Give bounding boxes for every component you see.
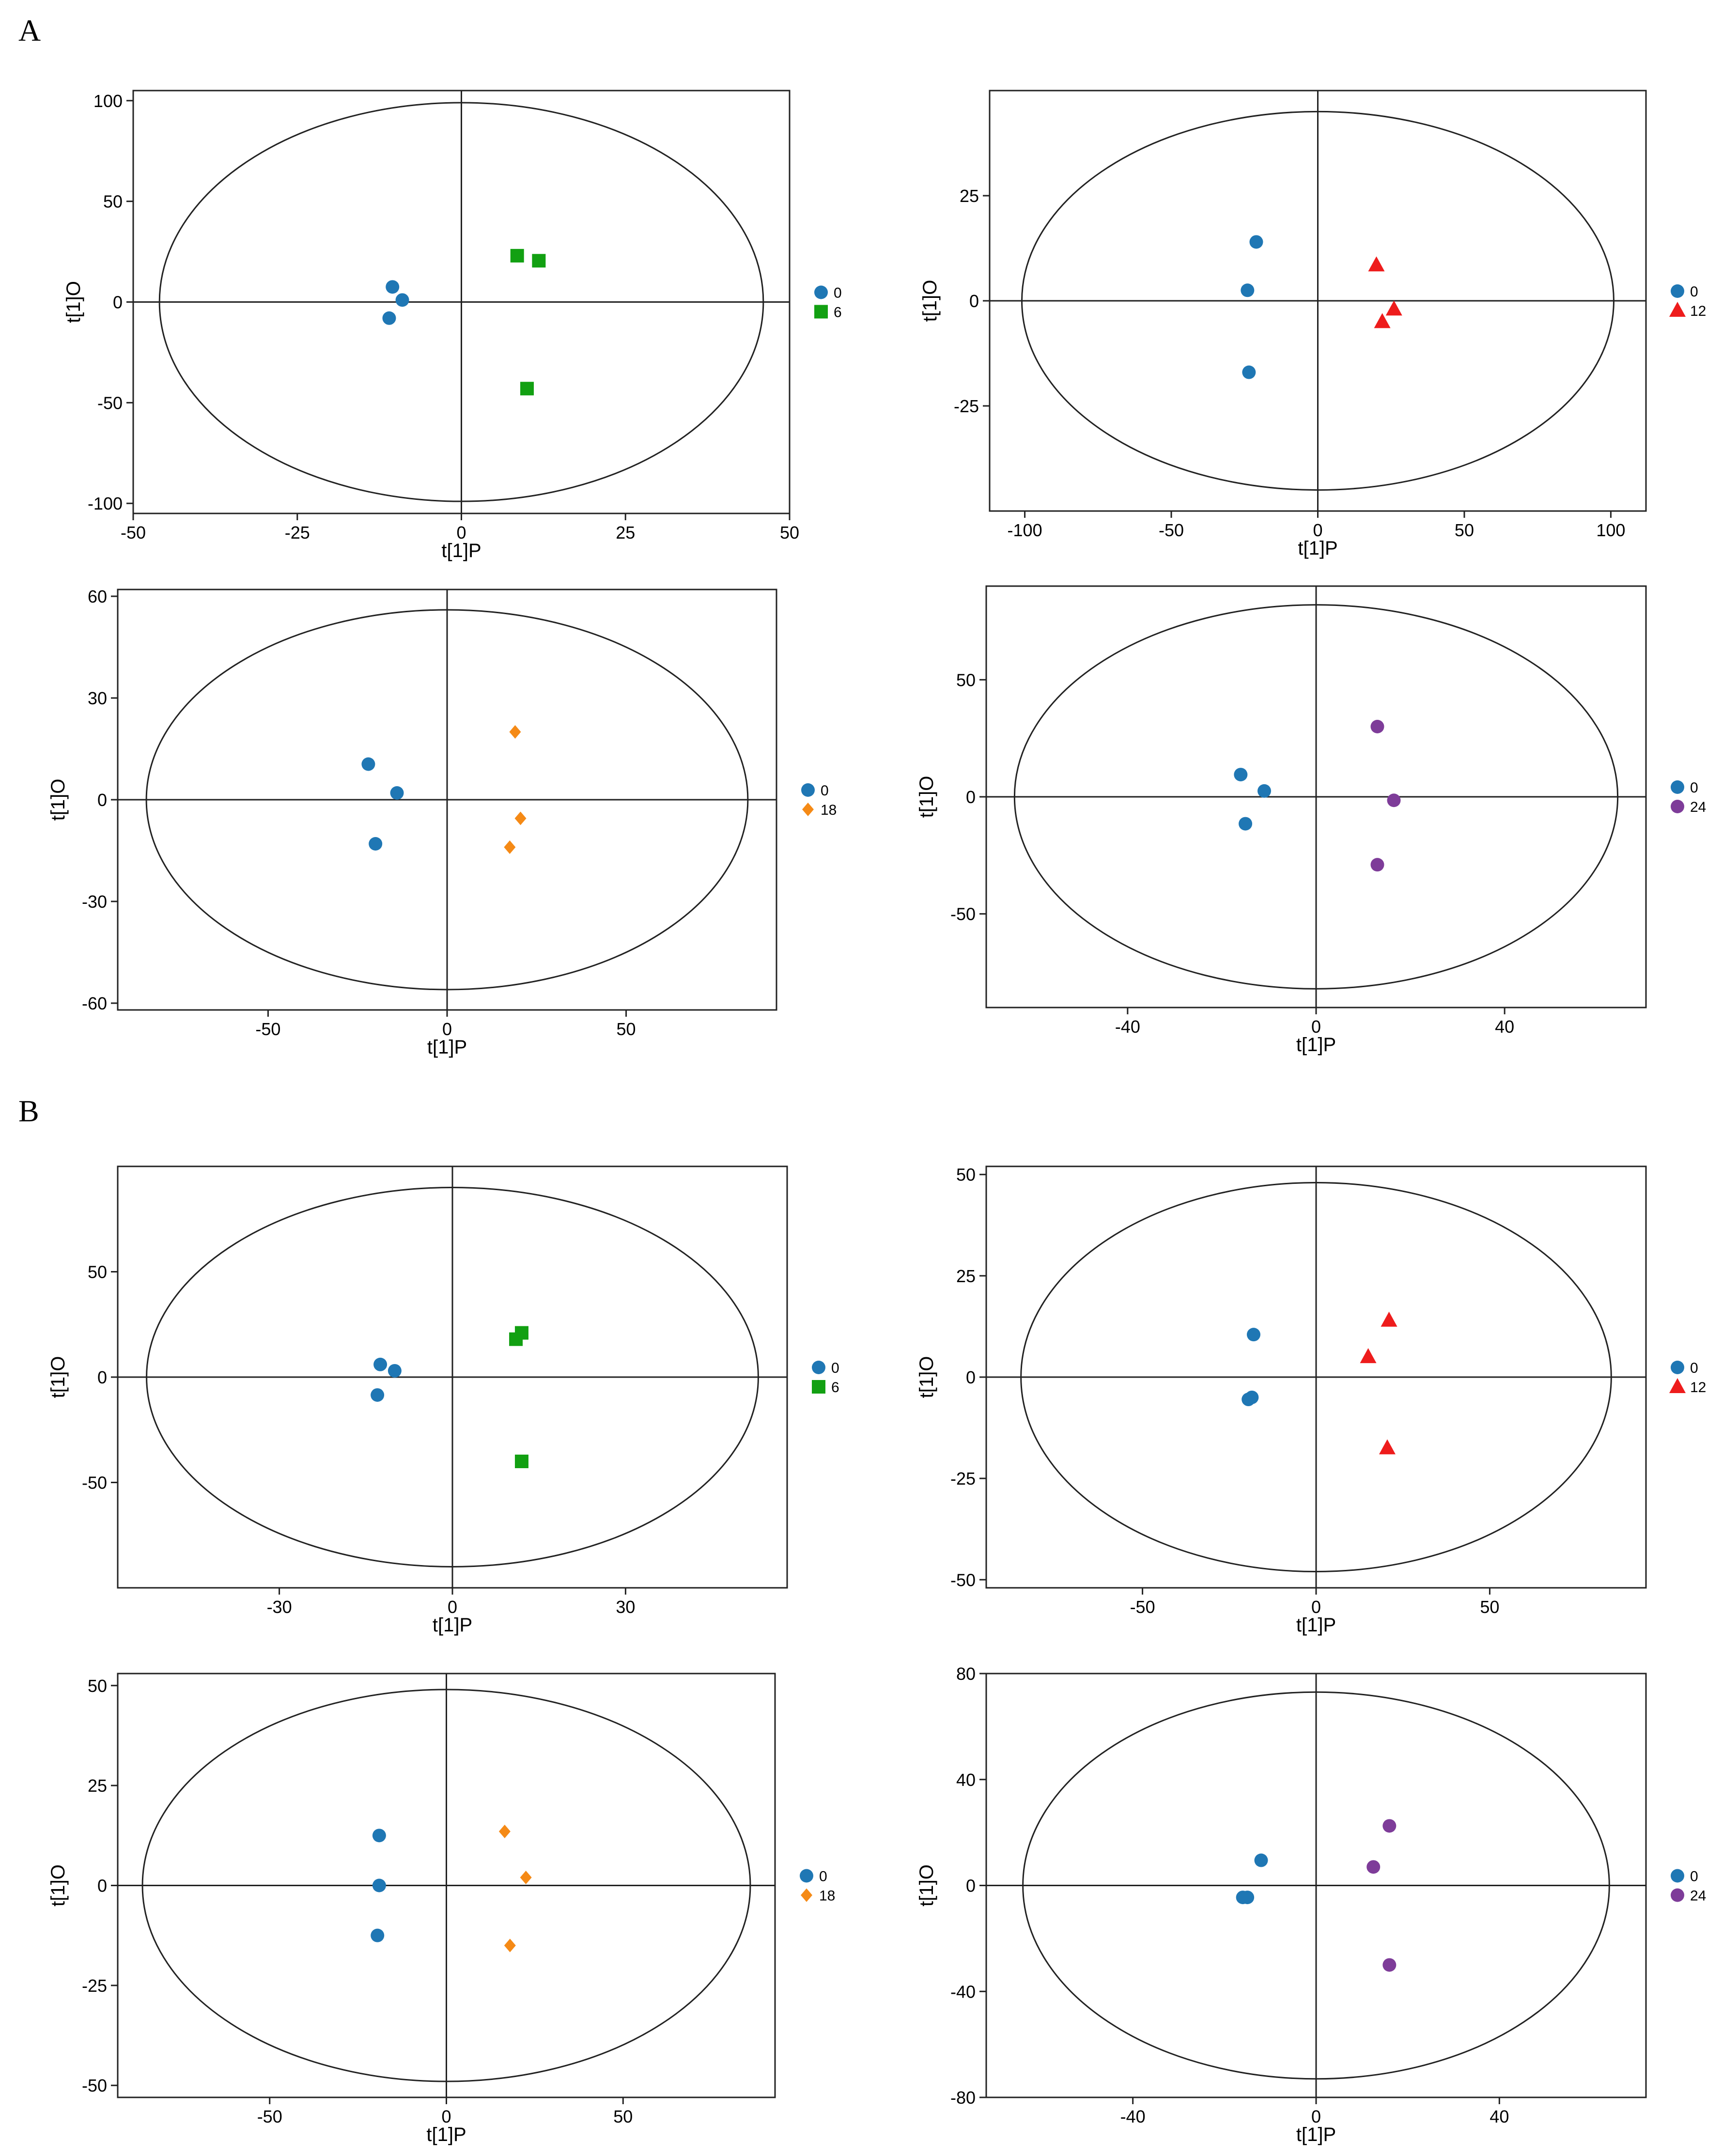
- data-point-group-0: [373, 1829, 386, 1842]
- x-tick-label: 50: [1454, 520, 1474, 540]
- legend-marker-6: [812, 1380, 825, 1394]
- data-point-group-6: [520, 382, 534, 395]
- x-tick-label: 50: [779, 523, 800, 543]
- x-tick-label: 50: [616, 1019, 636, 1039]
- y-tick-label: 0: [965, 1367, 976, 1387]
- x-tick-label: -50: [1159, 520, 1184, 540]
- data-point-group-12: [1386, 300, 1402, 315]
- x-axis-title: t[1]P: [1296, 1614, 1336, 1636]
- y-tick-label: 50: [956, 1164, 976, 1185]
- legend-marker-0: [1671, 284, 1684, 298]
- x-axis-title: t[1]P: [1296, 1034, 1336, 1055]
- data-point-group-0: [1247, 1328, 1260, 1341]
- x-tick-label: -50: [255, 1019, 281, 1039]
- y-axis-title: t[1]O: [916, 1864, 937, 1907]
- y-tick-label: 50: [87, 1262, 107, 1282]
- y-tick-label: 0: [965, 1876, 976, 1896]
- data-point-group-0: [1255, 1854, 1268, 1867]
- y-tick-label: -60: [81, 993, 107, 1013]
- x-tick-label: 100: [1596, 520, 1626, 540]
- y-tick-label: 0: [965, 787, 976, 807]
- data-point-group-0: [386, 280, 399, 294]
- legend-marker-24: [1671, 1889, 1684, 1902]
- y-tick-label: -25: [950, 1469, 976, 1489]
- legend-marker-12: [1669, 1378, 1686, 1393]
- y-tick-label: -50: [950, 904, 976, 924]
- y-tick-label: -100: [87, 494, 123, 514]
- data-point-group-0: [390, 786, 404, 800]
- y-axis-title: t[1]O: [916, 1356, 937, 1398]
- legend-label-0: 0: [834, 285, 842, 301]
- y-tick-label: 50: [103, 191, 123, 212]
- legend-marker-0: [812, 1361, 825, 1374]
- data-point-group-0: [1241, 283, 1254, 297]
- x-tick-label: 0: [1313, 520, 1323, 540]
- data-point-group-24: [1370, 720, 1384, 733]
- data-point-group-12: [1360, 1348, 1377, 1363]
- y-tick-label: 0: [97, 790, 107, 810]
- x-tick-label: -50: [1130, 1597, 1155, 1617]
- y-axis-title: t[1]O: [63, 281, 84, 323]
- legend-marker-0: [1671, 1869, 1684, 1883]
- chart-5: [47, 1166, 839, 1636]
- y-tick-label: 25: [956, 1266, 976, 1286]
- y-tick-label: 50: [87, 1675, 107, 1696]
- x-axis-title: t[1]P: [1296, 2124, 1336, 2145]
- legend-label-0: 0: [821, 783, 829, 799]
- chart-1: [63, 91, 842, 561]
- y-tick-label: -25: [81, 1975, 107, 1996]
- data-point-group-6: [511, 249, 524, 263]
- chart-8: [916, 1664, 1706, 2145]
- legend-marker-0: [814, 286, 828, 299]
- x-tick-label: 50: [1480, 1597, 1500, 1617]
- y-axis-title: t[1]O: [916, 776, 937, 818]
- data-point-group-0: [1242, 366, 1256, 379]
- data-point-group-18: [499, 1825, 511, 1838]
- data-point-group-0: [388, 1364, 402, 1378]
- legend-label-0: 0: [1690, 1360, 1698, 1376]
- legend-marker-18: [801, 1889, 812, 1902]
- legend-label-0: 0: [831, 1360, 839, 1376]
- y-tick-label: 0: [112, 292, 123, 312]
- y-axis-title: t[1]O: [47, 1864, 69, 1907]
- y-tick-label: -80: [950, 2088, 976, 2108]
- data-point-group-24: [1382, 1819, 1396, 1832]
- legend-marker-0: [801, 783, 815, 797]
- data-point-group-0: [371, 1929, 384, 1942]
- data-point-group-0: [1239, 817, 1252, 831]
- x-tick-label: -25: [284, 523, 310, 543]
- legend-marker-12: [1669, 302, 1686, 317]
- x-tick-label: -40: [1120, 2107, 1146, 2126]
- x-tick-label: -50: [120, 523, 146, 543]
- y-tick-label: 25: [959, 186, 979, 206]
- x-tick-label: 40: [1490, 2107, 1509, 2126]
- legend-label-0: 0: [819, 1868, 827, 1885]
- y-tick-label: 100: [93, 91, 123, 111]
- data-point-group-24: [1382, 1958, 1396, 1972]
- legend-marker-6: [814, 305, 828, 319]
- legend-label-18: 18: [821, 802, 837, 818]
- x-tick-label: 50: [613, 2107, 633, 2126]
- x-tick-label: -40: [1115, 1017, 1140, 1037]
- x-tick-label: -30: [266, 1597, 292, 1617]
- panel-label-b: B: [18, 1094, 39, 1128]
- data-point-group-6: [515, 1326, 528, 1340]
- legend-label-0: 0: [1690, 284, 1698, 300]
- chart-6: [916, 1165, 1706, 1636]
- y-axis-title: t[1]O: [47, 778, 69, 821]
- charts: [47, 91, 1706, 2145]
- data-point-group-12: [1381, 1312, 1397, 1327]
- y-tick-label: 0: [969, 291, 979, 311]
- data-point-group-18: [509, 725, 521, 739]
- y-axis-title: t[1]O: [47, 1356, 69, 1398]
- panel-label-a: A: [18, 13, 41, 47]
- legend-marker-24: [1671, 800, 1684, 813]
- data-point-group-6: [532, 254, 545, 267]
- x-tick-label: 0: [1311, 1597, 1321, 1617]
- y-tick-label: 0: [97, 1876, 107, 1896]
- data-point-group-18: [504, 840, 515, 854]
- legend-label-6: 6: [834, 304, 842, 321]
- y-axis-title: t[1]O: [919, 279, 941, 322]
- y-tick-label: -50: [97, 393, 123, 413]
- legend-label-24: 24: [1690, 1888, 1707, 1904]
- y-tick-label: 60: [87, 587, 107, 606]
- x-axis-title: t[1]P: [427, 1037, 467, 1058]
- x-axis-title: t[1]P: [1298, 538, 1338, 559]
- x-tick-label: -50: [257, 2107, 282, 2126]
- x-tick-label: 40: [1495, 1017, 1515, 1037]
- x-tick-label: 25: [616, 523, 636, 543]
- data-point-group-0: [369, 837, 382, 851]
- legend-marker-18: [802, 803, 814, 816]
- data-point-group-0: [373, 1358, 387, 1371]
- legend-label-0: 0: [1690, 780, 1698, 796]
- x-tick-label: 0: [456, 523, 466, 543]
- legend-label-12: 12: [1690, 303, 1707, 319]
- legend-label-12: 12: [1690, 1380, 1707, 1396]
- y-tick-label: -50: [81, 1473, 107, 1493]
- legend-marker-0: [1671, 780, 1684, 794]
- y-tick-label: 30: [87, 688, 107, 708]
- x-tick-label: 0: [442, 1019, 452, 1039]
- data-point-group-0: [1241, 1891, 1254, 1904]
- data-point-group-0: [361, 758, 375, 771]
- data-point-group-0: [371, 1388, 384, 1402]
- chart-4: [916, 586, 1706, 1055]
- y-tick-label: 25: [87, 1776, 107, 1796]
- y-tick-label: -25: [953, 396, 979, 416]
- x-tick-label: 30: [616, 1597, 636, 1617]
- x-axis-title: t[1]P: [441, 540, 481, 561]
- x-axis-title: t[1]P: [432, 1614, 473, 1636]
- data-point-group-0: [1234, 768, 1247, 781]
- data-point-group-0: [1249, 235, 1263, 248]
- data-point-group-24: [1370, 858, 1384, 871]
- chart-2: [919, 91, 1706, 559]
- data-point-group-0: [1257, 784, 1271, 798]
- legend-label-18: 18: [819, 1888, 836, 1904]
- x-tick-label: 0: [447, 1597, 458, 1617]
- data-point-group-0: [396, 293, 409, 307]
- chart-3: [47, 587, 837, 1058]
- x-tick-label: 0: [1311, 1017, 1321, 1037]
- y-tick-label: -50: [81, 2076, 107, 2096]
- data-point-group-18: [520, 1871, 532, 1884]
- data-point-group-6: [515, 1455, 528, 1468]
- chart-7: [47, 1674, 835, 2145]
- data-point-group-12: [1379, 1439, 1396, 1454]
- y-tick-label: -30: [81, 892, 107, 912]
- y-tick-label: 80: [956, 1664, 976, 1684]
- data-point-group-0: [373, 1879, 386, 1892]
- y-tick-label: 50: [956, 670, 976, 690]
- x-tick-label: 0: [441, 2107, 451, 2126]
- legend-label-24: 24: [1690, 799, 1707, 815]
- data-point-group-24: [1366, 1860, 1380, 1874]
- y-tick-label: -40: [950, 1982, 976, 2002]
- legend-label-0: 0: [1690, 1868, 1698, 1885]
- data-point-group-18: [504, 1939, 516, 1952]
- x-tick-label: -100: [1007, 520, 1042, 540]
- data-point-group-18: [515, 812, 527, 825]
- data-point-group-24: [1387, 793, 1401, 807]
- x-tick-label: 0: [1311, 2107, 1321, 2126]
- legend-marker-0: [800, 1869, 813, 1883]
- legend-label-6: 6: [831, 1380, 839, 1396]
- y-tick-label: 0: [97, 1367, 107, 1387]
- x-axis-title: t[1]P: [426, 2124, 466, 2145]
- legend-marker-0: [1671, 1361, 1684, 1374]
- y-tick-label: 40: [956, 1769, 976, 1790]
- data-point-group-0: [1242, 1393, 1255, 1406]
- data-point-group-0: [382, 311, 396, 325]
- data-point-group-12: [1368, 256, 1384, 271]
- y-tick-label: -50: [950, 1570, 976, 1590]
